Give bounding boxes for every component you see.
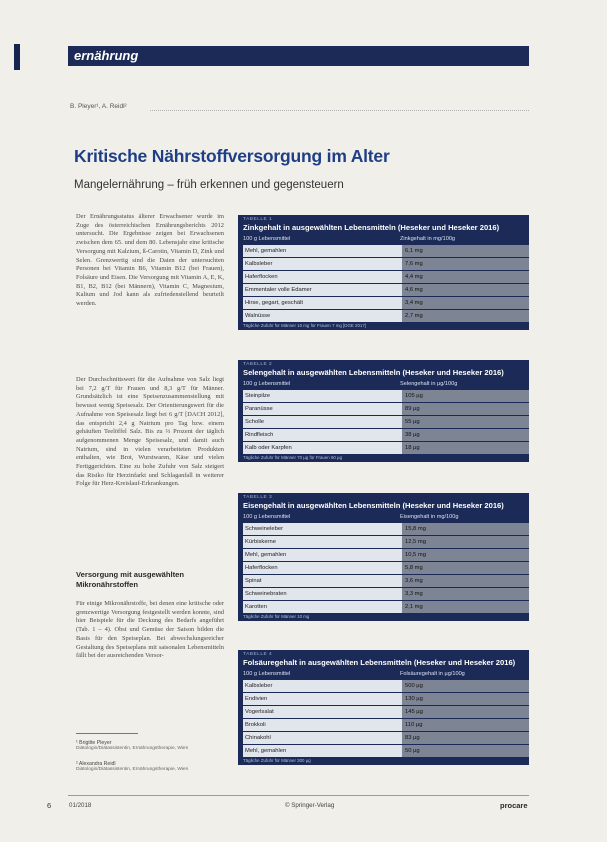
table-header-row — [238, 379, 529, 389]
column-header: 100 g Lebensmittel — [243, 671, 291, 677]
column-header: Folsäuregehalt in µg/100g — [400, 671, 465, 677]
column-header: Selengehalt in µg/100g — [400, 381, 458, 387]
table-row — [238, 270, 529, 283]
food-cell: Kürbiskerne — [243, 536, 402, 548]
body-paragraph-3 — [76, 600, 224, 661]
food-cell: Haferflocken — [243, 271, 402, 283]
table-row — [238, 441, 529, 454]
footnote-name: ² Alexandra Reidl — [76, 761, 116, 767]
section-label: ernährung — [74, 48, 139, 63]
value-cell: 2,1 mg — [402, 601, 529, 613]
value-cell: 110 µg — [402, 719, 529, 731]
table-label: TABELLE 3 — [243, 495, 273, 500]
value-cell: 5,8 mg — [402, 562, 529, 574]
table-footnote: Tägliche Zufuhr für Männer 10 mg für Frauen 7 mg [DGE 2017] — [243, 323, 366, 328]
value-cell: 4,6 mg — [402, 284, 529, 296]
value-cell: 105 µg — [402, 390, 529, 402]
value-cell: 6,1 mg — [402, 245, 529, 257]
table-row — [238, 415, 529, 428]
table-header-row — [238, 669, 529, 679]
column-header: 100 g Lebensmittel — [243, 236, 291, 242]
table-title: Zinkgehalt in ausgewählten Lebensmitteln (Heseker und Heseker 2016) — [243, 223, 500, 232]
article-title: Kritische Nährstoffversorgung im Alter — [74, 146, 390, 166]
food-cell: Emmentaler volle Edamer — [243, 284, 402, 296]
food-cell: Hirse, gegart, geschält — [243, 297, 402, 309]
value-cell: 50 µg — [402, 745, 529, 757]
value-cell: 500 µg — [402, 680, 529, 692]
table-row — [238, 389, 529, 402]
food-cell: Scholle — [243, 416, 402, 428]
food-cell: Spinat — [243, 575, 402, 587]
paragraph-text: Der Ernährungsstatus älterer Erwachsener wurde im Zuge des österreichischen Ernährungsberichts 2012 untersucht. Die Ergebnisse zeigen bei Erwachsenen zwischen dem 65. und dem 80. Lebensjahr eine kritische Versorgung mit Kalzium, ß-Carotin, Vitamin D, Zink und Selen. Grenzwertig sind die Daten der untersuchten Personen bei Vitamin B6, Vitamin B12 (bei Frauen), Folsäure und Eisen. Die Versorgung mit Vitamin A, E, K, B1, B2, B12 (bei Männern), Vitamin C, Magnesium, Kalium und Jod kann als zufriedenstellend beurteilt werden. — [76, 213, 224, 308]
column-header: 100 g Lebensmittel — [243, 381, 291, 387]
table-footnote: Tägliche Zufuhr für Männer 70 µg für Frauen 60 µg — [243, 455, 343, 460]
table-selenium — [238, 360, 529, 462]
food-cell: Paranüsse — [243, 403, 402, 415]
paragraph-text: Der Durchschnittswert für die Aufnahme von Salz liegt bei 7,2 g/T für Frauen und 8,3 g/T für Männer. Grundsätzlich ist eine Speisenzusammenstellung mit bewusst wenig Speisesalz. Der Orientierungswert für die Aufnahme von Speisesalz liegt bei 6 g/T [DACH 2012], das entspricht 2,4 g Natrium pro Tag bzw. einem gehäuften Teelöffel Salz. Bis zu ⅔ Prozent der täglich aufgenommenen Menge Speisesalz, und damit auch Natrium, sind in vielen verarbeiteten Produkten enthalten, wie Brot, Wurstwaren, Käse und vielen Fertiggerichten. Eine zu hohe Zufuhr von Salz steigert das Risiko für Herzinfarkt und Schlaganfall in weiterer Folge für Herz-Kreislauf-Erkrankungen. — [76, 376, 224, 488]
column-header: Eisengehalt in mg/100g — [400, 514, 459, 520]
table-row — [238, 548, 529, 561]
value-cell: 10,5 mg — [402, 549, 529, 561]
footnote-author-2 — [76, 761, 226, 773]
author-divider — [150, 110, 529, 111]
food-cell: Kalbsleber — [243, 680, 402, 692]
table-row — [238, 705, 529, 718]
footnote-divider — [76, 733, 138, 734]
value-cell: 12,5 mg — [402, 536, 529, 548]
table-row — [238, 731, 529, 744]
value-cell: 3,6 mg — [402, 575, 529, 587]
food-cell: Kalb oder Karpfen — [243, 442, 402, 454]
table-header-row — [238, 234, 529, 244]
table-row — [238, 309, 529, 322]
food-cell: Karotten — [243, 601, 402, 613]
page-spine-marker — [14, 44, 20, 70]
value-cell: 130 µg — [402, 693, 529, 705]
footnote-role: Diätologin/Diätassistentin, Ernährungstherapie, Wien — [76, 746, 189, 751]
value-cell: 89 µg — [402, 403, 529, 415]
column-header: 100 g Lebensmittel — [243, 514, 291, 520]
table-folate — [238, 650, 529, 765]
table-label: TABELLE 1 — [243, 217, 273, 222]
table-row — [238, 600, 529, 613]
food-cell: Mehl, gemahlen — [243, 745, 402, 757]
table-title: Folsäuregehalt in ausgewählten Lebensmitteln (Heseker und Heseker 2016) — [243, 658, 516, 667]
value-cell: 83 µg — [402, 732, 529, 744]
value-cell: 3,4 mg — [402, 297, 529, 309]
food-cell: Kalbsleber — [243, 258, 402, 270]
value-cell: 145 µg — [402, 706, 529, 718]
table-row — [238, 587, 529, 600]
article-subtitle: Mangelernährung – früh erkennen und gegensteuern — [74, 179, 344, 191]
value-cell: 15,8 mg — [402, 523, 529, 535]
table-row — [238, 744, 529, 757]
table-iron — [238, 493, 529, 621]
value-cell: 2,7 mg — [402, 310, 529, 322]
body-paragraph-1 — [76, 213, 224, 309]
footer-divider — [68, 795, 529, 796]
food-cell: Mehl, gemahlen — [243, 549, 402, 561]
footnote-author-1 — [76, 740, 226, 752]
table-label: TABELLE 4 — [243, 652, 273, 657]
publisher-credit: © Springer-Verlag — [285, 802, 335, 809]
table-row — [238, 244, 529, 257]
body-paragraph-2 — [76, 376, 224, 489]
table-title: Eisengehalt in ausgewählten Lebensmitteln (Heseker und Heseker 2016) — [243, 501, 504, 510]
value-cell: 18 µg — [402, 442, 529, 454]
food-cell: Walnüsse — [243, 310, 402, 322]
table-zinc — [238, 215, 529, 330]
food-cell: Schweinebraten — [243, 588, 402, 600]
value-cell: 55 µg — [402, 416, 529, 428]
table-row — [238, 257, 529, 270]
table-row — [238, 679, 529, 692]
value-cell: 7,6 mg — [402, 258, 529, 270]
value-cell: 4,4 mg — [402, 271, 529, 283]
table-title: Selengehalt in ausgewählten Lebensmitteln (Heseker und Heseker 2016) — [243, 368, 504, 377]
footnote-name: ¹ Brigitte Pleyer — [76, 740, 112, 746]
food-cell: Rindfleisch — [243, 429, 402, 441]
table-row — [238, 296, 529, 309]
subheading: Versorgung mit ausgewählten Mikronährstoffen — [76, 570, 185, 589]
footnote-role: Diätologin/Diätassistentin, Ernährungstherapie, Wien — [76, 767, 189, 772]
table-label: TABELLE 2 — [243, 362, 273, 367]
issue-number: 01/2018 — [69, 802, 92, 809]
table-row — [238, 522, 529, 535]
author-line: B. Pleyer¹, A. Reidl² — [70, 103, 127, 110]
table-row — [238, 535, 529, 548]
food-cell: Schweineleber — [243, 523, 402, 535]
food-cell: Mehl, gemahlen — [243, 245, 402, 257]
section-header-bar — [68, 46, 529, 66]
table-row — [238, 692, 529, 705]
table-row — [238, 428, 529, 441]
value-cell: 38 µg — [402, 429, 529, 441]
value-cell: 3,3 mg — [402, 588, 529, 600]
food-cell: Brokkoli — [243, 719, 402, 731]
food-cell: Steinpilze — [243, 390, 402, 402]
food-cell: Vogerlsalat — [243, 706, 402, 718]
food-cell: Endivien — [243, 693, 402, 705]
food-cell: Chinakohl — [243, 732, 402, 744]
journal-brand: procare — [500, 801, 528, 810]
table-row — [238, 402, 529, 415]
table-row — [238, 283, 529, 296]
column-header: Zinkgehalt in mg/100g — [400, 236, 456, 242]
page-number: 6 — [47, 801, 52, 810]
food-cell: Haferflocken — [243, 562, 402, 574]
table-row — [238, 574, 529, 587]
paragraph-text: Für einige Mikronährstoffe, bei denen eine kritische oder grenzwertige Versorgung festgestellt werden konnte, sind hier Beispiele für die Deckung des Bedarfs angeführt (Tab. 1 – 4). Obst und Gemüse der Saison bilden die Basis für den Speiseplan. Bei abwechslungsreicher Gestaltung des Speiseplans mit saisonalen Lebensmitteln fällt bei der ausreichenden Versor- — [76, 600, 224, 660]
table-footnote: Tägliche Zufuhr für Männer 300 µg — [243, 758, 311, 763]
table-row — [238, 718, 529, 731]
table-footnote: Tägliche Zufuhr für Männer 10 mg — [243, 614, 310, 619]
table-row — [238, 561, 529, 574]
table-header-row — [238, 512, 529, 522]
